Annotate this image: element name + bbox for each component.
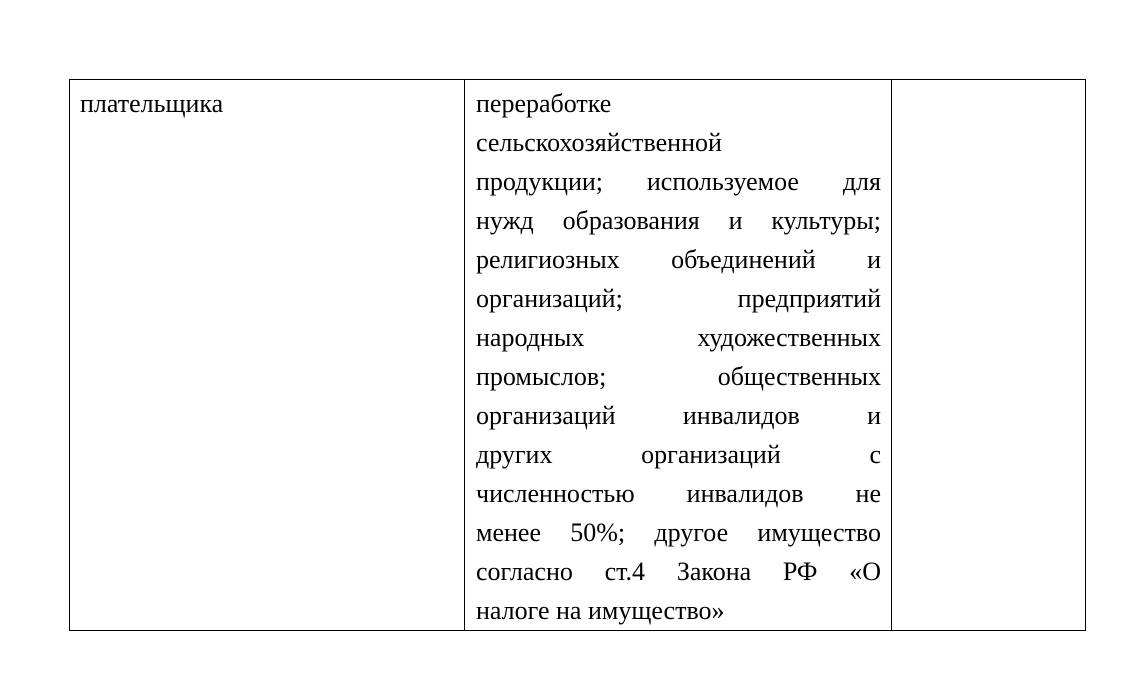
text-line: организаций; предприятий — [476, 284, 881, 313]
text-line: численностью инвалидов не — [476, 479, 881, 508]
cell-property-description — [465, 80, 892, 631]
text-line: нужд образования и культуры; — [476, 206, 881, 235]
text-line: религиозных объединений и — [476, 245, 881, 274]
cell-payer-text: плательщика — [80, 89, 224, 118]
text-line: промыслов; общественных — [476, 362, 881, 391]
text-line: менее 50%; другое имущество — [476, 518, 881, 547]
text-line: продукции; используемое для — [476, 167, 881, 196]
text-line: организаций инвалидов и — [476, 401, 881, 430]
cell-property-text — [465, 80, 891, 630]
text-line: налоге на имущество» — [476, 596, 725, 625]
table-row — [70, 80, 1086, 631]
text-line: переработке — [476, 89, 612, 118]
cell-payer — [70, 80, 465, 631]
text-line: народных художественных — [476, 323, 881, 352]
cell-empty-text — [892, 80, 1085, 84]
cell-empty — [892, 80, 1086, 631]
text-line: согласно ст.4 Закона РФ «О — [476, 557, 881, 586]
text-line: других организаций с — [476, 440, 881, 469]
document-table — [69, 79, 1086, 631]
text-line: сельскохозяйственной — [476, 128, 722, 157]
